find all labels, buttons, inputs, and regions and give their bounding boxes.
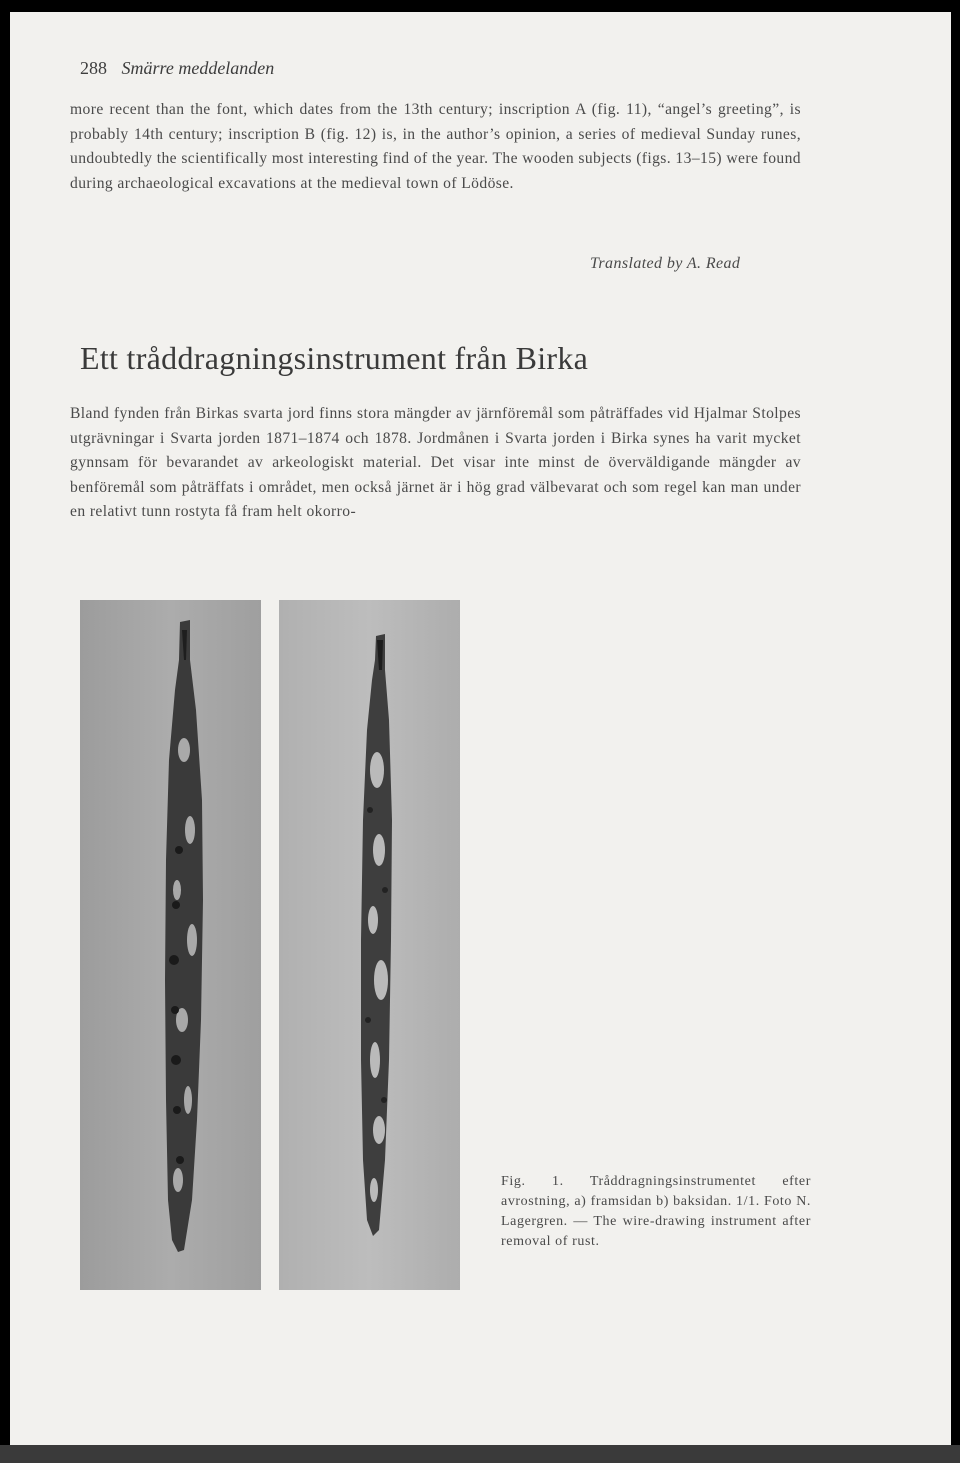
- scan-edge: [0, 1445, 960, 1463]
- article-title: Ett tråddragningsinstrument från Birka: [80, 340, 589, 376]
- page-number: 288: [80, 58, 107, 78]
- page-header: [80, 58, 274, 79]
- figure-photo-back: [279, 600, 460, 1290]
- running-title: Smärre meddelanden: [121, 58, 275, 78]
- translator-credit: Translated by A. Read: [590, 255, 741, 272]
- paragraph-swedish: Bland fynden från Birkas svarta jord finns stora mängder av järnföremål som påträffades vid Hjalmar Stolpes utgrävningar i Svarta jorden 1871–1874 och 1878. Jordmånen i Svarta jorden i Birka synes ha varit mycket gynnsam för bevarandet av arkeologiskt material. Det visar inte minst de överväldigande mängder av benföremål som påträffats i området, men också järnet är i hög grad välbevarat och som regel kan man under en relativt tunn rostyta få fram helt okorro-: [70, 405, 801, 520]
- paragraph-english: more recent than the font, which dates from the 13th century; inscription A (fig. 11), “angel’s greeting”, is probably 14th century; inscription B (fig. 12) is, in the author’s opinion, a series of medieval Sunday runes, undoubtedly the scientifically most interesting find of the year. The wooden subjects (figs. 13–15) were found during archaeological excavations at the medieval town of Lödöse.: [70, 101, 801, 192]
- figure-caption: Fig. 1. Tråddragningsinstrumentet efter avrostning, a) framsidan b) baksidan. 1/1. Foto N. Lagergren. — The wire-drawing instrument after removal of rust.: [501, 1174, 811, 1249]
- figure-photo-front: [80, 600, 261, 1290]
